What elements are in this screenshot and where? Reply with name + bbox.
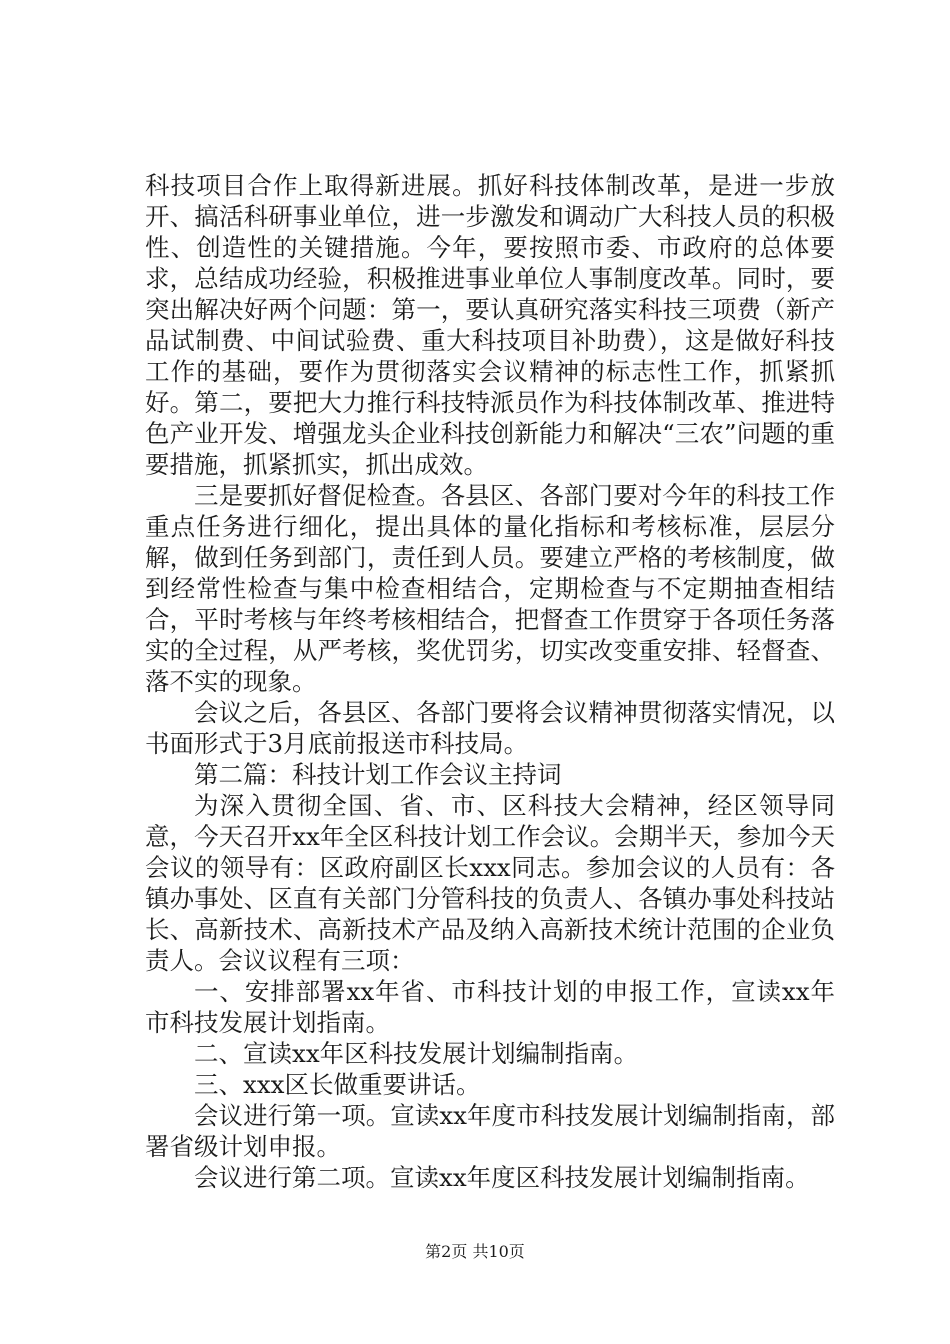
agenda-item-2: 二、宣读xx年区科技发展计划编制指南。 <box>194 1039 639 1068</box>
document-body <box>145 170 835 1193</box>
paragraph-supervision: 三是要抓好督促检查。各县区、各部门要对今年的科技工作重点任务进行细化，提出具体的量化指标和考核标准，层层分解，做到任务到部门，责任到人员。要建立严格的考核制度，做到经常性检查与集中检查相结合，定期检查与不定期抽查相结合，平时考核与年终考核相结合，把督查工作贯穿于各项任务落实的全过程，从严考核，奖优罚劣，切实改变重安排、轻督查、落不实的现象。 <box>145 481 835 696</box>
paragraph-after-meeting: 会议之后，各县区、各部门要将会议精神贯彻落实情况，以书面形式于3月底前报送市科技局。 <box>145 698 835 758</box>
agenda-item-1: 一、安排部署xx年省、市科技计划的申报工作，宣读xx年市科技发展计划指南。 <box>145 977 835 1037</box>
page-footer: 第2页 共10页 <box>425 1242 525 1261</box>
section-heading: 第二篇：科技计划工作会议主持词 <box>194 760 562 789</box>
paragraph-second-item: 会议进行第二项。宣读xx年度区科技发展计划编制指南。 <box>194 1163 810 1192</box>
agenda-item-3: 三、xxx区长做重要讲话。 <box>194 1070 481 1099</box>
paragraph-opening: 为深入贯彻全国、省、市、区科技大会精神，经区领导同意，今天召开xx年全区科技计划工作会议。会期半天，参加今天会议的领导有：区政府副区长xxx同志。参加会议的人员有：各镇办事处、区直有关部门分管科技的负责人、各镇办事处科技站长、高新技术、高新技术产品及纳入高新技术统计范围的企业负责人。会议议程有三项： <box>145 791 835 975</box>
paragraph-first-item: 会议进行第一项。宣读xx年度市科技发展计划编制指南，部署省级计划申报。 <box>145 1101 835 1161</box>
paragraph-continuation: 科技项目合作上取得新进展。抓好科技体制改革，是进一步放开、搞活科研事业单位，进一步激发和调动广大科技人员的积极性、创造性的关键措施。今年，要按照市委、市政府的总体要求，总结成功经验，积极推进事业单位人事制度改革。同时，要突出解决好两个问题：第一，要认真研究落实科技三项费（新产品试制费、中间试验费、重大科技项目补助费），这是做好科技工作的基础，要作为贯彻落实会议精神的标志性工作，抓紧抓好。第二，要把大力推行科技特派员作为科技体制改革、推进特色产业开发、增强龙头企业科技创新能力和解决“三农”问题的重要措施，抓紧抓实，抓出成效。 <box>145 171 835 479</box>
